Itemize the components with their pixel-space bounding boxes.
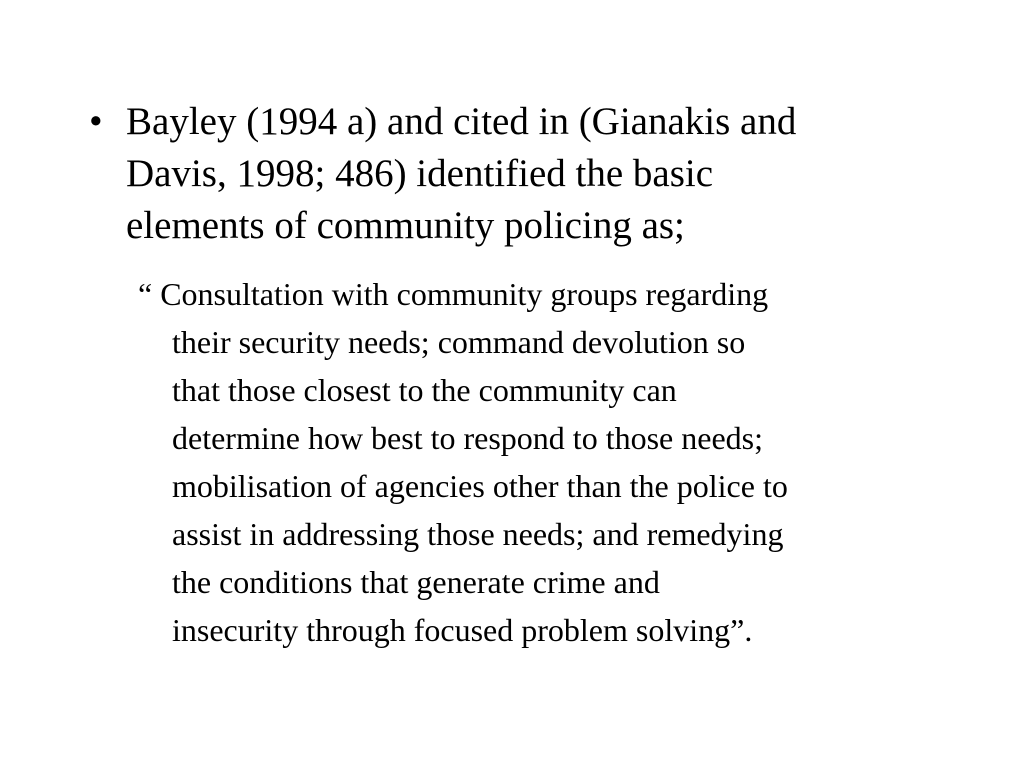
quote-line-7: the conditions that generate crime and: [172, 564, 660, 600]
bullet-line-1: Bayley (1994 a) and cited in (Gianakis and: [126, 100, 797, 143]
quote-line-4: determine how best to respond to those needs;: [172, 420, 763, 456]
quotation: [138, 270, 958, 654]
bullet-line-3: elements of community policing as;: [126, 204, 685, 247]
bullet-marker: •: [89, 100, 103, 143]
bullet-line-2: Davis, 1998; 486) identified the basic: [126, 152, 714, 195]
bullet-text: [126, 96, 929, 252]
quote-line-3: that those closest to the community can: [172, 372, 677, 408]
quote-line-1: “ Consultation with community groups regarding: [138, 276, 769, 312]
bullet-point: [89, 96, 929, 252]
quote-line-2: their security needs; command devolution so: [172, 324, 746, 360]
quote-line-5: mobilisation of agencies other than the police to: [172, 468, 788, 504]
quote-line-8: insecurity through focused problem solving”.: [172, 612, 753, 648]
quote-line-6: assist in addressing those needs; and remedying: [172, 516, 784, 552]
